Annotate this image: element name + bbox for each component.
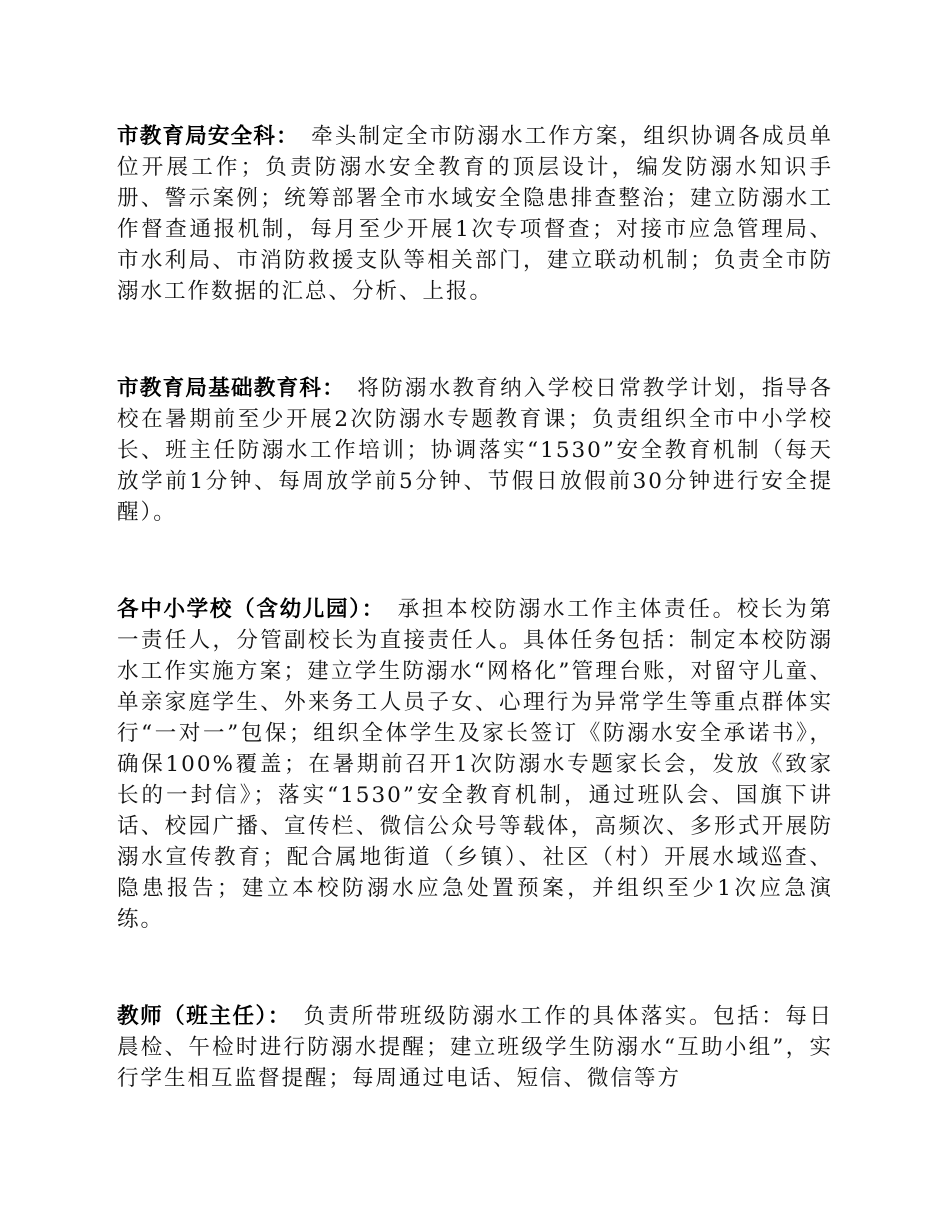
section-body: 牵头制定全市防溺水工作方案，组织协调各成员单位开展工作；负责防溺水安全教育的顶层设计，编发防溺水知识手册、警示案例；统筹部署全市水域安全隐患排查整治；建立防溺水工作督查通报机制，每月至少开展1次专项督查；对接市应急管理局、市水利局、市消防救援支队等相关部门，建立联动机制；负责全市防溺水工作数据的汇总、分析、上报。 bbox=[117, 124, 833, 304]
section-safety-division bbox=[117, 121, 833, 307]
section-title: 各中小学校（含幼儿园）： bbox=[117, 597, 385, 622]
section-schools bbox=[117, 594, 833, 935]
section-title: 市教育局安全科： bbox=[117, 124, 299, 149]
section-title: 教师（班主任）： bbox=[117, 1004, 291, 1029]
section-body: 承担本校防溺水工作主体责任。校长为第一责任人，分管副校长为直接责任人。具体任务包括：制定本校防溺水工作实施方案；建立学生防溺水“网格化”管理台账，对留守儿童、单亲家庭学生、外来务工人员子女、心理行为异常学生等重点群体实行“一对一”包保；组织全体学生及家长签订《防溺水安全承诺书》，确保100%覆盖；在暑期前召开1次防溺水专题家长会，发放《致家长的一封信》；落实“1530”安全教育机制，通过班队会、国旗下讲话、校园广播、宣传栏、微信公众号等载体，高频次、多形式开展防溺水宣传教育；配合属地街道（乡镇）、社区（村）开展水域巡查、隐患报告；建立本校防溺水应急处置预案，并组织至少1次应急演练。 bbox=[117, 597, 833, 932]
section-body: 将防溺水教育纳入学校日常教学计划，指导各校在暑期前至少开展2次防溺水专题教育课；负责组织全市中小学校长、班主任防溺水工作培训；协调落实“1530”安全教育机制（每天放学前1分钟、每周放学前5分钟、节假日放假前30分钟进行安全提醒）。 bbox=[117, 376, 833, 525]
section-body: 负责所带班级防溺水工作的具体落实。包括：每日晨检、午检时进行防溺水提醒；建立班级学生防溺水“互助小组”，实行学生相互监督提醒；每周通过电话、短信、微信等方 bbox=[117, 1004, 833, 1091]
document-page bbox=[117, 121, 833, 1160]
section-teachers bbox=[117, 1001, 833, 1094]
section-title: 市教育局基础教育科： bbox=[117, 376, 345, 401]
section-basic-education-division bbox=[117, 373, 833, 528]
